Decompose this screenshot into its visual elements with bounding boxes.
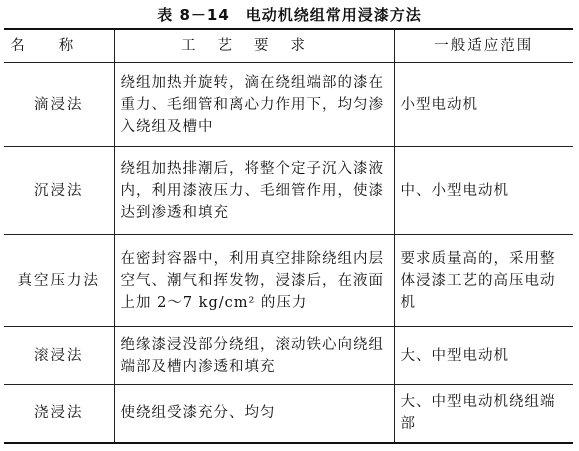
method-scope: 大、中型电动机 [394,327,573,385]
method-scope: 小型电动机 [394,63,573,147]
method-name: 滴浸法 [4,63,114,147]
table-row [4,147,573,235]
table-header-row [4,29,573,63]
header-name: 名称 [4,29,114,63]
method-name: 滚浸法 [4,327,114,385]
impregnation-methods-table [4,28,573,444]
table-row [4,327,573,385]
method-process: 在密封容器中，利用真空排除绕组内层空气、潮气和挥发物，浸漆后，在液面上加 2～7 kg/cm² 的压力 [114,235,394,327]
method-process: 绕组加热并旋转，滴在绕组端部的漆在重力、毛细管和离心力作用下，均匀渗入绕组及槽中 [114,63,394,147]
table-row [4,63,573,147]
header-scope: 一般适应范围 [394,29,573,63]
table-caption: 表 8－14 电动机绕组常用浸漆方法 [157,6,422,24]
method-scope: 要求质量高的，采用整体浸漆工艺的高压电动机 [394,235,573,327]
method-name: 真空压力法 [4,235,114,327]
table-row [4,385,573,443]
method-name: 浇浸法 [4,385,114,443]
method-scope: 中、小型电动机 [394,147,573,235]
header-process: 工艺要求 [114,29,394,63]
method-name: 沉浸法 [4,147,114,235]
method-process: 绝缘漆浸没部分绕组，滚动铁心向绕组端部及槽内渗透和填充 [114,327,394,385]
method-scope: 大、中型电动机绕组端部 [394,385,573,443]
method-process: 绕组加热排潮后，将整个定子沉入漆液内，利用漆液压力、毛细管作用，使漆达到渗透和填充 [114,147,394,235]
method-process: 使绕组受漆充分、均匀 [114,385,394,443]
table-row [4,235,573,327]
